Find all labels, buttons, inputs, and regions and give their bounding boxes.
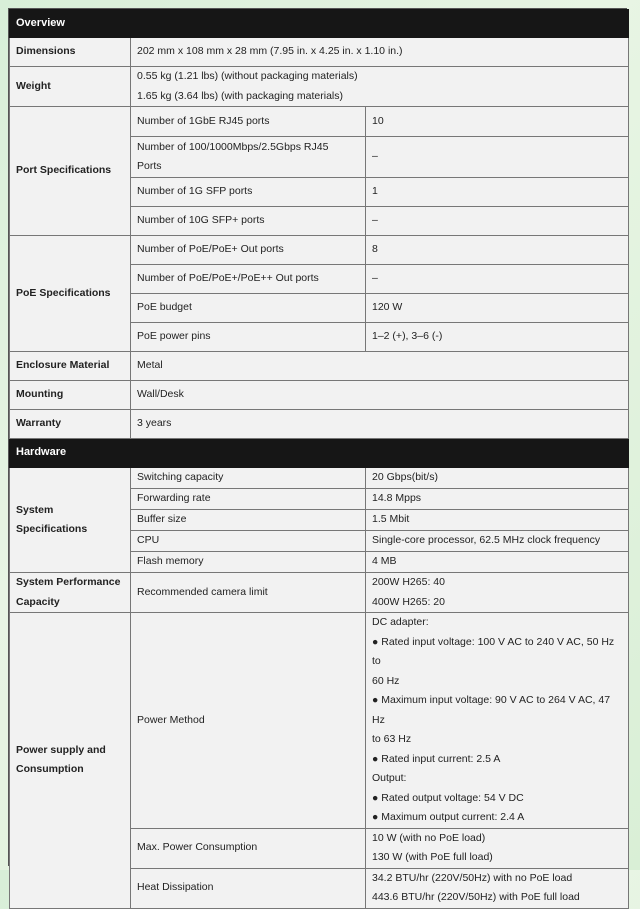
spec-sheet (8, 8, 627, 903)
row-label-dimensions: Dimensions (10, 38, 131, 67)
spec-value: 14.8 Mpps (366, 489, 629, 510)
row-label-mounting: Mounting (10, 381, 131, 410)
value-line: 34.2 BTU/hr (220V/50Hz) with no PoE load (372, 871, 573, 884)
label-line: System (16, 503, 54, 516)
label-line: Consumption (16, 763, 84, 776)
spec-name: Flash memory (131, 552, 366, 573)
spec-value: 1.5 Mbit (366, 510, 629, 531)
value-line: 200W H265: 40 (372, 576, 445, 588)
value-line: 443.6 BTU/hr (220V/50Hz) with PoE full load (372, 891, 580, 903)
spec-name-line: Number of 100/1000Mbps/2.5Gbps RJ45 (137, 140, 329, 153)
value-line: 10 W (with no PoE load) (372, 831, 486, 844)
spec-name: Number of 1GbE RJ45 ports (131, 107, 366, 137)
row-label-warranty: Warranty (10, 410, 131, 439)
spec-value: 4 MB (366, 552, 629, 573)
section-header-hardware (10, 439, 629, 468)
row-label-enclosure-material: Enclosure Material (10, 352, 131, 381)
spec-name: Number of PoE/PoE+/PoE++ Out ports (131, 265, 366, 294)
spec-name: Power Method (131, 613, 366, 829)
spec-value: 20 Gbps(bit/s) (366, 468, 629, 489)
row-label-port-specifications: Port Specifications (10, 107, 131, 236)
table-row (10, 236, 629, 265)
row-value-weight (131, 67, 629, 107)
spec-value: 8 (366, 236, 629, 265)
row-label-power-supply (10, 613, 131, 909)
row-value-mounting: Wall/Desk (131, 381, 629, 410)
spec-name: PoE power pins (131, 323, 366, 352)
table-row (10, 67, 629, 107)
row-label-system-performance-capacity (10, 573, 131, 613)
spec-value: – (366, 207, 629, 236)
value-line: 130 W (with PoE full load) (372, 851, 493, 863)
label-line: Power supply and (16, 743, 106, 756)
row-label-weight: Weight (10, 67, 131, 107)
value-line: ● Rated input current: 2.5 A (372, 752, 501, 765)
spec-name: Recommended camera limit (131, 573, 366, 613)
value-line: 400W H265: 20 (372, 595, 445, 608)
spec-name-line: Ports (137, 160, 162, 172)
spec-name: Number of PoE/PoE+ Out ports (131, 236, 366, 265)
table-row (10, 410, 629, 439)
label-line: System Performance (16, 576, 121, 588)
spec-value: 1–2 (+), 3–6 (-) (366, 323, 629, 352)
spec-name: Buffer size (131, 510, 366, 531)
spec-value (366, 828, 629, 868)
spec-name: Switching capacity (131, 468, 366, 489)
value-line: ● Rated input voltage: 100 V AC to 240 V AC, 50 Hz to (372, 635, 615, 667)
value-line: to 63 Hz (372, 733, 412, 745)
spec-value: 10 (366, 107, 629, 137)
spec-name: CPU (131, 531, 366, 552)
spec-value: – (366, 137, 629, 178)
row-label-system-specifications (10, 468, 131, 573)
table-row (10, 38, 629, 67)
table-row (10, 381, 629, 410)
spec-value (366, 573, 629, 613)
table-row (10, 352, 629, 381)
table-row (10, 613, 629, 829)
spec-name: Heat Dissipation (131, 868, 366, 908)
weight-line: 1.65 kg (3.64 lbs) (with packaging materials) (137, 89, 344, 102)
label-line: Capacity (16, 595, 60, 608)
spec-value: 120 W (366, 294, 629, 323)
section-title: Hardware (10, 439, 629, 468)
table-row (10, 573, 629, 613)
table-row (10, 107, 629, 137)
row-label-poe-specifications: PoE Specifications (10, 236, 131, 352)
row-value-warranty: 3 years (131, 410, 629, 439)
section-title: Overview (10, 10, 629, 38)
spec-name (131, 137, 366, 178)
row-value-enclosure-material: Metal (131, 352, 629, 381)
spec-value: 1 (366, 178, 629, 207)
spec-name: PoE budget (131, 294, 366, 323)
row-value-dimensions: 202 mm x 108 mm x 28 mm (7.95 in. x 4.25 in. x 1.10 in.) (131, 38, 629, 67)
table-row (10, 468, 629, 489)
spec-value: – (366, 265, 629, 294)
spec-value (366, 868, 629, 908)
section-header-overview (10, 10, 629, 38)
spec-value: Single-core processor, 62.5 MHz clock frequency (366, 531, 629, 552)
value-line: 60 Hz (372, 674, 400, 687)
value-line: DC adapter: (372, 616, 429, 628)
spec-name: Number of 1G SFP ports (131, 178, 366, 207)
value-line: ● Maximum input voltage: 90 V AC to 264 V AC, 47 Hz (372, 694, 611, 726)
value-line: ● Maximum output current: 2.4 A (372, 811, 525, 823)
spec-value (366, 613, 629, 829)
value-line: ● Rated output voltage: 54 V DC (372, 791, 524, 804)
weight-line: 0.55 kg (1.21 lbs) (without packaging materials) (137, 70, 358, 82)
spec-name: Max. Power Consumption (131, 828, 366, 868)
label-line: Specifications (16, 523, 88, 535)
value-line: Output: (372, 772, 407, 784)
spec-name: Number of 10G SFP+ ports (131, 207, 366, 236)
spec-name: Forwarding rate (131, 489, 366, 510)
spec-table (9, 9, 629, 909)
